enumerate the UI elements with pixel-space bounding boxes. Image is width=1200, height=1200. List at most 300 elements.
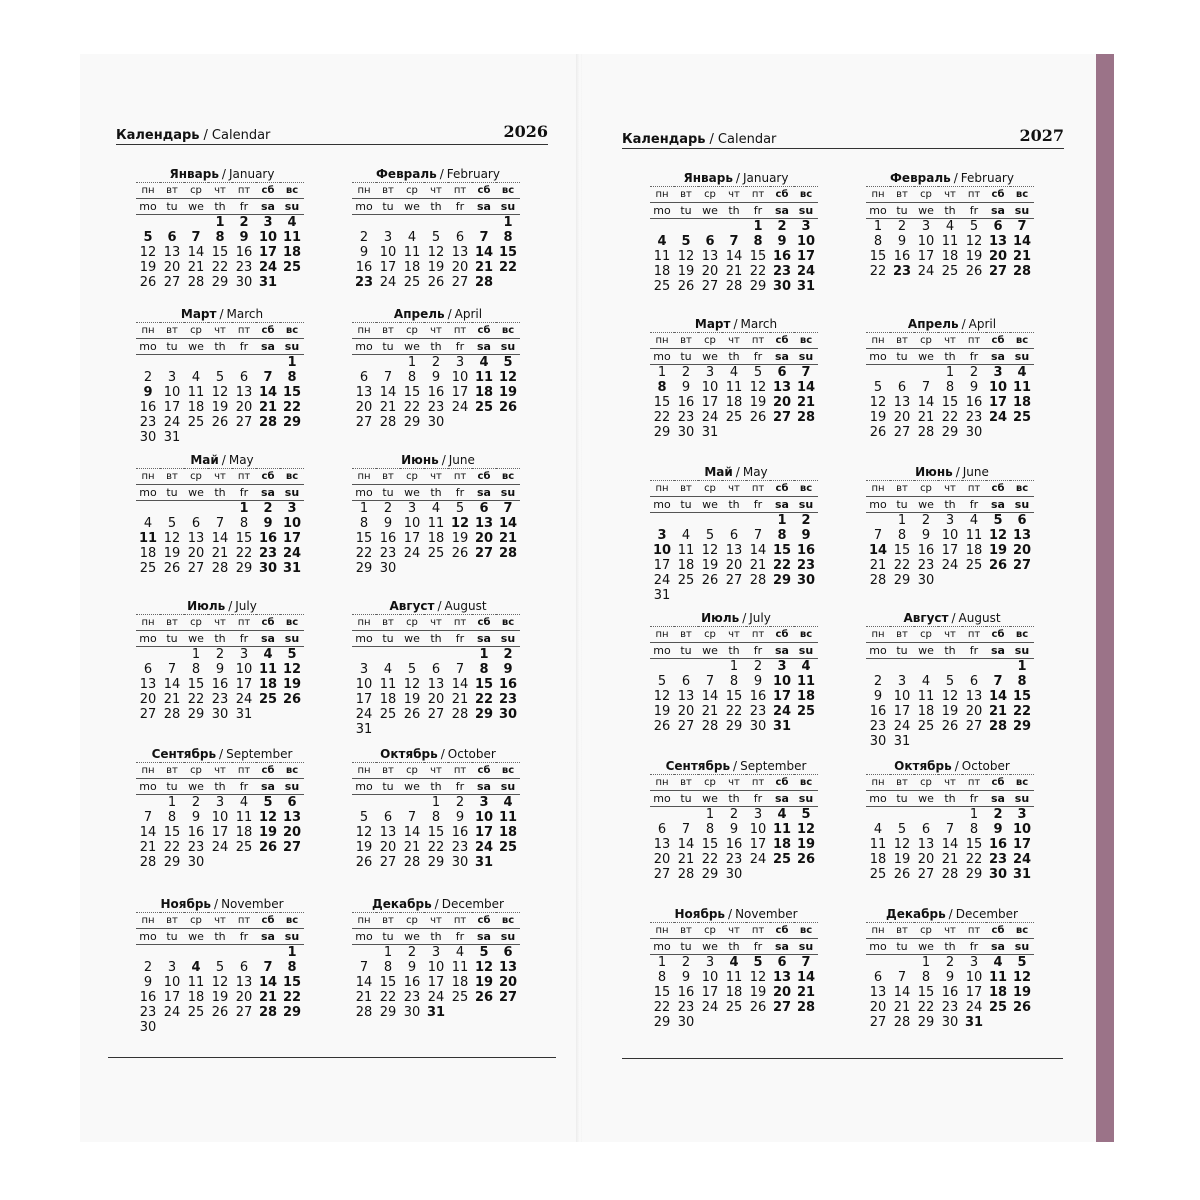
month-grid [866, 332, 1034, 440]
day-cell: 30 [379, 561, 397, 576]
day-cell: 28 [677, 867, 695, 882]
day-cell: 28 [749, 573, 767, 588]
month-block [650, 316, 822, 440]
weekday-en: we [914, 348, 938, 365]
day-cell: 8 [657, 380, 667, 395]
weekday-en: th [424, 484, 448, 501]
day-cell: 8 [407, 370, 417, 385]
weekday-ru: вс [280, 182, 304, 198]
day-cell: 13 [893, 395, 911, 410]
day-cell: 15 [725, 689, 743, 704]
weekday-en: th [938, 202, 962, 219]
weekday-en: sa [472, 198, 496, 215]
weekday-en: fr [232, 484, 256, 501]
day-cell: 9 [897, 234, 907, 249]
day-cell: 28 [355, 1005, 373, 1020]
weekday-en: sa [770, 642, 794, 659]
weekday-ru: пт [232, 614, 256, 630]
day-cell: 24 [163, 1005, 181, 1020]
day-cell: 12 [211, 975, 229, 990]
day-cell: 14 [677, 837, 695, 852]
month-title [866, 464, 1038, 480]
empty-cell [698, 513, 722, 528]
day-cell: 19 [211, 400, 229, 415]
header-title-ru: Календарь [116, 128, 200, 143]
day-cell: 29 [355, 561, 373, 576]
month-title [136, 896, 308, 912]
day-cell: 22 [965, 852, 983, 867]
empty-cell [674, 659, 698, 674]
day-cell: 10 [427, 960, 445, 975]
day-cell: 20 [1012, 543, 1032, 558]
day-cell: 12 [355, 825, 373, 840]
day-cell: 15 [187, 677, 205, 692]
weekday-ru: чт [208, 614, 232, 630]
day-cell: 26 [282, 692, 302, 707]
day-cell: 2 [873, 674, 883, 689]
day-cell: 5 [263, 795, 273, 810]
day-cell: 19 [427, 260, 445, 275]
empty-cell [890, 365, 914, 380]
day-cell: 9 [455, 810, 465, 825]
day-cell: 21 [258, 400, 278, 415]
day-cell: 16 [965, 395, 983, 410]
weekday-ru: чт [722, 332, 746, 348]
day-cell: 10 [965, 970, 983, 985]
day-cell: 3 [239, 647, 249, 662]
day-cell: 3 [657, 528, 667, 543]
month-grid [352, 322, 520, 430]
weekday-en: su [280, 778, 304, 795]
month-name-ru: Февраль [376, 167, 437, 181]
day-cell: 25 [474, 400, 494, 415]
weekday-ru: пт [746, 922, 770, 938]
month-name-ru: Сентябрь [665, 759, 731, 773]
empty-cell [376, 355, 400, 370]
day-cell: 23 [354, 275, 374, 290]
empty-cell [184, 215, 208, 230]
day-cell: 21 [211, 546, 229, 561]
day-cell: 19 [474, 975, 494, 990]
day-cell: 5 [167, 516, 177, 531]
weekday-ru: вт [160, 614, 184, 630]
empty-cell [914, 807, 938, 822]
day-cell: 18 [187, 990, 205, 1005]
day-cell: 2 [921, 513, 931, 528]
weekday-ru: ср [400, 182, 424, 198]
day-cell: 22 [1012, 704, 1032, 719]
day-cell: 19 [869, 410, 887, 425]
month-name-ru: Июнь [915, 465, 953, 479]
day-cell: 7 [503, 501, 513, 516]
day-cell: 14 [796, 380, 816, 395]
day-cell: 27 [772, 410, 792, 425]
day-cell: 1 [431, 795, 441, 810]
day-cell: 5 [479, 945, 489, 960]
day-cell: 26 [451, 546, 469, 561]
weekday-ru: пн [866, 332, 890, 348]
day-cell: 14 [796, 970, 816, 985]
month-name-ru: Август [903, 611, 949, 625]
day-cell: 30 [403, 1005, 421, 1020]
weekday-ru: пт [448, 614, 472, 630]
weekday-ru: чт [208, 912, 232, 928]
weekday-en: mo [650, 642, 674, 659]
day-cell: 7 [407, 810, 417, 825]
day-cell: 17 [474, 825, 494, 840]
weekday-ru: сб [770, 480, 794, 496]
day-cell: 9 [945, 970, 955, 985]
day-cell: 21 [988, 704, 1008, 719]
day-cell: 21 [796, 985, 816, 1000]
day-cell: 17 [403, 531, 421, 546]
month-separator: / [219, 307, 224, 321]
day-cell: 6 [359, 370, 369, 385]
day-cell: 14 [187, 245, 205, 260]
day-cell: 2 [753, 659, 763, 674]
month-title [136, 452, 308, 468]
day-cell: 7 [753, 528, 763, 543]
weekday-en: su [1010, 496, 1034, 513]
weekday-ru: чт [938, 480, 962, 496]
empty-cell [448, 647, 472, 662]
day-cell: 25 [653, 279, 671, 294]
day-cell: 28 [941, 867, 959, 882]
day-cell: 6 [657, 822, 667, 837]
day-cell: 21 [451, 692, 469, 707]
weekday-en: mo [866, 496, 890, 513]
month-block [352, 452, 524, 576]
weekday-ru: пт [232, 762, 256, 778]
day-cell: 30 [235, 275, 253, 290]
day-cell: 29 [379, 1005, 397, 1020]
day-cell: 29 [474, 707, 494, 722]
day-cell: 12 [677, 249, 695, 264]
month-name-ru: Январь [683, 171, 733, 185]
day-cell: 30 [498, 707, 518, 722]
day-cell: 24 [282, 546, 302, 561]
day-cell: 26 [211, 415, 229, 430]
day-cell: 3 [705, 955, 715, 970]
day-cell: 13 [772, 380, 792, 395]
month-name-en: July [749, 611, 771, 625]
day-cell: 25 [427, 546, 445, 561]
month-title [866, 316, 1038, 332]
day-cell: 29 [187, 707, 205, 722]
day-cell: 23 [941, 1000, 959, 1015]
day-cell: 1 [657, 365, 667, 380]
day-cell: 27 [917, 867, 935, 882]
day-cell: 26 [163, 561, 181, 576]
day-cell: 10 [796, 234, 816, 249]
weekday-en: we [914, 496, 938, 513]
weekday-en: sa [256, 338, 280, 355]
day-cell: 13 [677, 689, 695, 704]
weekday-ru: пт [448, 322, 472, 338]
day-cell: 28 [796, 1000, 816, 1015]
day-cell: 2 [383, 501, 393, 516]
day-cell: 25 [725, 410, 743, 425]
day-cell: 31 [474, 855, 494, 870]
month-block [866, 316, 1038, 440]
weekday-ru: ср [914, 332, 938, 348]
month-separator: / [954, 759, 959, 773]
day-cell: 21 [701, 704, 719, 719]
weekday-ru: пн [352, 614, 376, 630]
weekday-en: su [280, 198, 304, 215]
day-cell: 23 [258, 546, 278, 561]
weekday-ru: чт [722, 922, 746, 938]
day-cell: 26 [677, 279, 695, 294]
day-cell: 28 [163, 707, 181, 722]
day-cell: 26 [139, 275, 157, 290]
day-cell: 10 [1012, 822, 1032, 837]
weekday-en: th [938, 642, 962, 659]
month-name-ru: Январь [169, 167, 219, 181]
day-cell: 16 [451, 825, 469, 840]
weekday-en: we [914, 202, 938, 219]
day-cell: 9 [681, 970, 691, 985]
header-separator: / [709, 132, 714, 147]
day-cell: 28 [498, 546, 518, 561]
weekday-ru: вт [890, 186, 914, 202]
day-cell: 7 [729, 234, 739, 249]
empty-cell [866, 365, 890, 380]
day-cell: 25 [917, 719, 935, 734]
empty-cell [184, 355, 208, 370]
weekday-ru: пн [650, 480, 674, 496]
day-cell: 21 [403, 840, 421, 855]
day-cell: 28 [988, 719, 1008, 734]
day-cell: 27 [772, 1000, 792, 1015]
day-cell: 4 [239, 795, 249, 810]
day-cell: 3 [407, 501, 417, 516]
day-cell: 7 [143, 810, 153, 825]
day-cell: 18 [498, 825, 518, 840]
day-cell: 26 [893, 867, 911, 882]
month-grid [136, 182, 304, 290]
day-cell: 24 [941, 558, 959, 573]
month-separator: / [219, 747, 224, 761]
weekday-ru: вт [890, 626, 914, 642]
month-block [650, 906, 822, 1030]
weekday-ru: пт [448, 182, 472, 198]
day-cell: 30 [139, 1020, 157, 1035]
weekday-en: su [1010, 348, 1034, 365]
weekday-ru: пт [232, 322, 256, 338]
day-cell: 31 [163, 430, 181, 445]
weekday-ru: чт [424, 614, 448, 630]
day-cell: 18 [474, 385, 494, 400]
month-name-ru: Апрель [393, 307, 445, 321]
weekday-en: we [184, 778, 208, 795]
weekday-en: mo [866, 348, 890, 365]
day-cell: 27 [701, 279, 719, 294]
month-name-ru: Февраль [890, 171, 951, 185]
day-cell: 3 [431, 945, 441, 960]
month-title [136, 306, 308, 322]
day-cell: 11 [869, 837, 887, 852]
day-cell: 9 [239, 230, 249, 245]
weekday-ru: ср [400, 912, 424, 928]
weekday-en: tu [376, 338, 400, 355]
day-cell: 10 [403, 516, 421, 531]
day-cell: 8 [287, 370, 297, 385]
day-cell: 21 [941, 852, 959, 867]
day-cell: 15 [474, 677, 494, 692]
day-cell: 28 [701, 719, 719, 734]
day-cell: 21 [1012, 249, 1032, 264]
weekday-en: su [794, 348, 818, 365]
day-cell: 15 [965, 837, 983, 852]
weekday-en: we [914, 938, 938, 955]
month-name-en: July [235, 599, 257, 613]
weekday-ru: вс [280, 468, 304, 484]
day-cell: 27 [235, 1005, 253, 1020]
day-cell: 11 [1012, 380, 1032, 395]
day-cell: 24 [355, 707, 373, 722]
weekday-ru: ср [400, 468, 424, 484]
day-cell: 13 [282, 810, 302, 825]
weekday-ru: вт [890, 922, 914, 938]
weekday-en: we [698, 496, 722, 513]
weekday-ru: вт [890, 774, 914, 790]
weekday-ru: вс [794, 186, 818, 202]
month-block [136, 306, 308, 445]
day-cell: 20 [965, 704, 983, 719]
weekday-ru: ср [184, 614, 208, 630]
day-cell: 21 [796, 395, 816, 410]
day-cell: 17 [701, 395, 719, 410]
day-cell: 19 [211, 990, 229, 1005]
day-cell: 29 [941, 425, 959, 440]
empty-cell [256, 355, 280, 370]
day-cell: 10 [451, 370, 469, 385]
weekday-en: th [208, 928, 232, 945]
day-cell: 8 [479, 662, 489, 677]
weekday-ru: сб [472, 614, 496, 630]
day-cell: 29 [427, 855, 445, 870]
empty-cell [256, 945, 280, 960]
day-cell: 5 [287, 647, 297, 662]
weekday-en: sa [256, 928, 280, 945]
day-cell: 2 [777, 219, 787, 234]
day-cell: 6 [167, 230, 177, 245]
day-cell: 18 [403, 260, 421, 275]
day-cell: 8 [383, 960, 393, 975]
month-title [352, 598, 524, 614]
weekday-en: fr [962, 202, 986, 219]
weekday-ru: сб [986, 922, 1010, 938]
weekday-en: tu [674, 790, 698, 807]
day-cell: 28 [258, 1005, 278, 1020]
day-cell: 2 [263, 501, 273, 516]
weekday-en: sa [986, 496, 1010, 513]
weekday-ru: пт [746, 626, 770, 642]
weekday-en: su [280, 928, 304, 945]
month-separator: / [447, 307, 452, 321]
day-cell: 6 [143, 662, 153, 677]
day-cell: 18 [917, 704, 935, 719]
weekday-ru: вт [376, 182, 400, 198]
weekday-en: fr [962, 642, 986, 659]
day-cell: 19 [653, 704, 671, 719]
day-cell: 5 [431, 230, 441, 245]
empty-cell [136, 945, 160, 960]
day-cell: 28 [451, 707, 469, 722]
weekday-en: sa [256, 198, 280, 215]
weekday-en: sa [472, 338, 496, 355]
day-cell: 15 [282, 385, 302, 400]
month-name-ru: Май [704, 465, 733, 479]
day-cell: 23 [869, 719, 887, 734]
weekday-en: we [698, 938, 722, 955]
day-cell: 11 [474, 370, 494, 385]
weekday-ru: пн [136, 762, 160, 778]
weekday-en: we [400, 484, 424, 501]
weekday-en: th [938, 938, 962, 955]
day-cell: 3 [945, 513, 955, 528]
day-cell: 14 [701, 689, 719, 704]
month-grid [352, 614, 520, 737]
weekday-en: su [794, 496, 818, 513]
day-cell: 2 [431, 355, 441, 370]
day-cell: 26 [869, 425, 887, 440]
day-cell: 23 [965, 410, 983, 425]
day-cell: 11 [796, 674, 816, 689]
weekday-en: th [722, 348, 746, 365]
weekday-en: fr [962, 496, 986, 513]
day-cell: 18 [869, 852, 887, 867]
weekday-en: sa [256, 630, 280, 647]
weekday-en: mo [136, 338, 160, 355]
weekday-ru: сб [256, 182, 280, 198]
month-title [650, 906, 822, 922]
weekday-ru: сб [770, 626, 794, 642]
day-cell: 22 [235, 546, 253, 561]
day-cell: 2 [729, 807, 739, 822]
day-cell: 6 [455, 230, 465, 245]
day-cell: 21 [187, 260, 205, 275]
empty-cell [866, 807, 890, 822]
day-cell: 18 [988, 985, 1008, 1000]
day-cell: 11 [917, 689, 935, 704]
day-cell: 25 [988, 1000, 1008, 1015]
day-cell: 26 [258, 840, 278, 855]
weekday-en: tu [674, 938, 698, 955]
month-name-en: January [228, 167, 275, 181]
day-cell: 23 [187, 840, 205, 855]
day-cell: 17 [427, 975, 445, 990]
weekday-ru: пт [232, 182, 256, 198]
day-cell: 5 [143, 230, 153, 245]
empty-cell [722, 219, 746, 234]
day-cell: 10 [652, 543, 672, 558]
day-cell: 29 [282, 1005, 302, 1020]
day-cell: 12 [282, 662, 302, 677]
day-cell: 26 [965, 264, 983, 279]
day-cell: 9 [143, 385, 153, 400]
day-cell: 16 [869, 704, 887, 719]
day-cell: 30 [211, 707, 229, 722]
day-cell: 8 [287, 960, 297, 975]
month-block [650, 610, 822, 734]
day-cell: 2 [969, 365, 979, 380]
day-cell: 10 [355, 677, 373, 692]
day-cell: 6 [383, 810, 393, 825]
day-cell: 1 [945, 365, 955, 380]
weekday-en: fr [962, 348, 986, 365]
